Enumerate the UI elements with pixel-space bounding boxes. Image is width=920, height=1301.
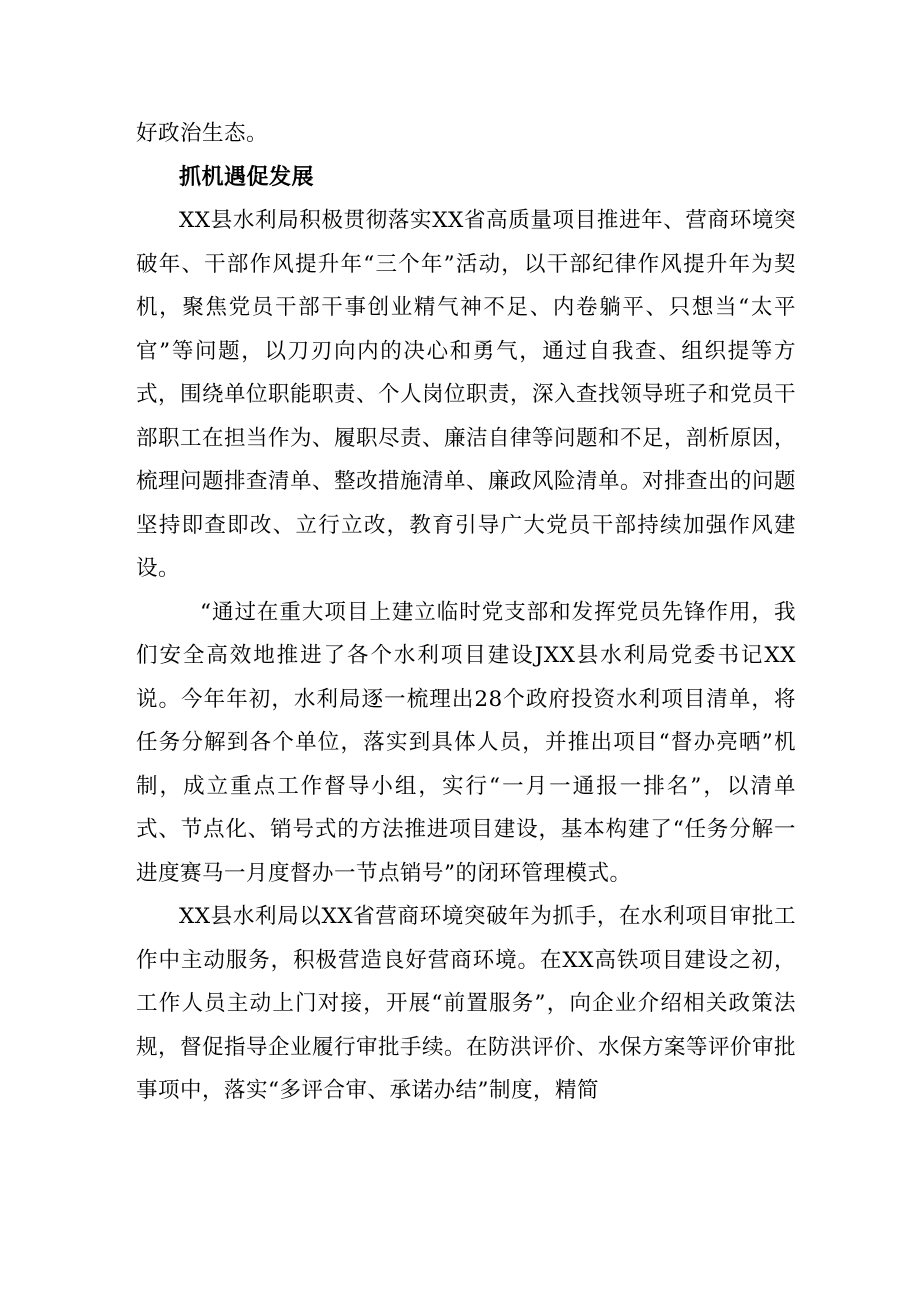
document-page	[136, 112, 796, 1113]
paragraph-work-style: XX县水利局积极贯彻落实XX省高质量项目推进年、营商环境突破年、干部作风提升年“三个年”活动，以干部纪律作风提升年为契机，聚焦党员干部干事创业精气神不足、内卷躺平、只想当“太平官”等问题，以刀刃向内的决心和勇气，通过自我查、组织提等方式，围绕单位职能职责、个人岗位职责，深入查找领导班子和党员干部职工在担当作为、履职尽责、廉洁自律等问题和不足，剖析原因，梳理问题排查清单、整改措施清单、廉政风险清单。对排查出的问题坚持即查即改、立行立改，教育引导广大党员干部持续加强作风建设。	[136, 208, 797, 581]
paragraph-project-progress: “通过在重大项目上建立临时党支部和发挥党员先锋作用，我们安全高效地推进了各个水利项目建设JXX县水利局党委书记XX说。今年年初，水利局逐一梳理出28个政府投资水利项目清单，将任务分解到各个单位，落实到具体人员，并推出项目“督办亮晒”机制，成立重点工作督导小组，实行“一月一通报一排名”，以清单式、节点化、销号式的方法推进项目建设，基本构建了“任务分解一进度赛马一月度督办一节点销号”的闭环管理模式。	[136, 599, 796, 886]
section-heading: 抓机遇促发展	[179, 164, 315, 190]
paragraph-business-environment: XX县水利局以XX省营商环境突破年为抓手，在水利项目审批工作中主动服务，积极营造良好营商环境。在XX高铁项目建设之初，工作人员主动上门对接，开展“前置服务”，向企业介绍相关政策法规，督促指导企业履行审批手续。在防洪评价、水保方案等评价审批事项中，落实“多评合审、承诺办结”制度，精简	[136, 904, 797, 1103]
paragraph-continuation: 好政治生态。	[136, 121, 269, 146]
